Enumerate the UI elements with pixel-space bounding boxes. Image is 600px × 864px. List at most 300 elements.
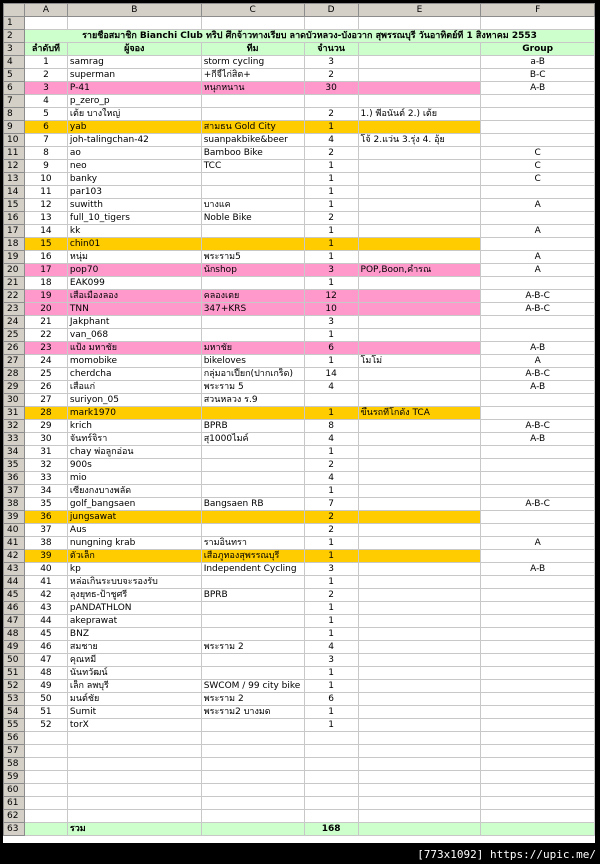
cell-booker[interactable]: เซียงกงบางพลัด [67, 485, 201, 498]
header-cell[interactable] [358, 43, 481, 56]
cell-note[interactable] [358, 511, 481, 524]
cell-order[interactable]: 41 [24, 576, 67, 589]
cell-booker[interactable]: chay พ่อลูกอ่อน [67, 446, 201, 459]
cell-booker[interactable]: ลุงยุทธ-ป้าชูศรี [67, 589, 201, 602]
row-header[interactable]: 30 [4, 394, 25, 407]
cell[interactable] [481, 745, 595, 758]
cell[interactable] [24, 823, 67, 836]
cell[interactable] [201, 732, 304, 745]
cell-group[interactable] [481, 238, 595, 251]
row-header[interactable]: 26 [4, 342, 25, 355]
cell-group[interactable] [481, 186, 595, 199]
cell-note[interactable] [358, 550, 481, 563]
cell-booker[interactable]: 900s [67, 459, 201, 472]
cell-booker[interactable]: chin01 [67, 238, 201, 251]
cell-team[interactable] [201, 238, 304, 251]
row-header[interactable]: 7 [4, 95, 25, 108]
cell-booker[interactable]: ตัวเล็ก [67, 550, 201, 563]
cell-group[interactable]: A [481, 199, 595, 212]
cell-booker[interactable]: จันทร์จิรา [67, 433, 201, 446]
cell-note[interactable] [358, 316, 481, 329]
cell-order[interactable]: 46 [24, 641, 67, 654]
cell-note[interactable] [358, 459, 481, 472]
cell-order[interactable]: 1 [24, 56, 67, 69]
row-header[interactable]: 55 [4, 719, 25, 732]
cell-group[interactable]: a-B [481, 56, 595, 69]
cell-note[interactable] [358, 706, 481, 719]
cell-order[interactable]: 21 [24, 316, 67, 329]
cell-booker[interactable]: mark1970 [67, 407, 201, 420]
cell-count[interactable]: 1 [304, 251, 358, 264]
cell-booker[interactable]: เล็ก ลพบุรี [67, 680, 201, 693]
cell-count[interactable]: 1 [304, 121, 358, 134]
cell-order[interactable]: 22 [24, 329, 67, 342]
cell-note[interactable] [358, 641, 481, 654]
cell-group[interactable] [481, 212, 595, 225]
header-cell[interactable]: Group [481, 43, 595, 56]
cell-note[interactable] [358, 420, 481, 433]
total-value[interactable]: 168 [304, 823, 358, 836]
cell[interactable] [201, 17, 304, 30]
cell-team[interactable]: รามอินทรา [201, 537, 304, 550]
cell-count[interactable]: 1 [304, 628, 358, 641]
cell-note[interactable] [358, 485, 481, 498]
cell-group[interactable]: A-B-C [481, 368, 595, 381]
cell[interactable] [481, 810, 595, 823]
cell-group[interactable] [481, 95, 595, 108]
cell[interactable] [24, 732, 67, 745]
cell-count[interactable]: 1 [304, 446, 358, 459]
cell-count[interactable]: 2 [304, 108, 358, 121]
cell-group[interactable] [481, 602, 595, 615]
cell-group[interactable] [481, 121, 595, 134]
cell-count[interactable]: 7 [304, 498, 358, 511]
cell-group[interactable] [481, 394, 595, 407]
cell-count[interactable]: 3 [304, 316, 358, 329]
cell-booker[interactable]: superman [67, 69, 201, 82]
cell[interactable] [24, 784, 67, 797]
cell-note[interactable]: โจ้ 2.แว่น 3.รุ่ง 4. อุ้ย [358, 134, 481, 147]
cell-order[interactable]: 52 [24, 719, 67, 732]
cell-group[interactable] [481, 472, 595, 485]
cell[interactable] [67, 797, 201, 810]
cell-order[interactable]: 43 [24, 602, 67, 615]
cell-count[interactable]: 1 [304, 615, 358, 628]
cell-team[interactable] [201, 602, 304, 615]
cell-group[interactable] [481, 329, 595, 342]
cell[interactable] [304, 797, 358, 810]
row-header[interactable]: 25 [4, 329, 25, 342]
cell-team[interactable] [201, 407, 304, 420]
cell-note[interactable]: โมโม่ [358, 355, 481, 368]
cell-booker[interactable]: p_zero_p [67, 95, 201, 108]
cell[interactable] [481, 758, 595, 771]
cell-group[interactable] [481, 407, 595, 420]
cell-group[interactable] [481, 654, 595, 667]
cell-order[interactable]: 18 [24, 277, 67, 290]
cell-group[interactable]: A-B [481, 381, 595, 394]
cell-note[interactable] [358, 524, 481, 537]
cell-note[interactable] [358, 394, 481, 407]
cell[interactable] [358, 732, 481, 745]
cell-order[interactable]: 51 [24, 706, 67, 719]
cell-booker[interactable]: kp [67, 563, 201, 576]
cell-team[interactable] [201, 654, 304, 667]
cell-team[interactable] [201, 485, 304, 498]
row-header[interactable]: 35 [4, 459, 25, 472]
cell-note[interactable] [358, 381, 481, 394]
cell-group[interactable] [481, 589, 595, 602]
cell[interactable] [24, 745, 67, 758]
cell-booker[interactable]: akeprawat [67, 615, 201, 628]
row-header[interactable]: 56 [4, 732, 25, 745]
cell-note[interactable]: POP,Boon,คำรณ [358, 264, 481, 277]
cell-count[interactable]: 4 [304, 381, 358, 394]
cell-note[interactable] [358, 433, 481, 446]
cell[interactable] [304, 745, 358, 758]
cell-count[interactable]: 1 [304, 186, 358, 199]
cell-note[interactable] [358, 472, 481, 485]
cell-team[interactable] [201, 472, 304, 485]
cell-group[interactable] [481, 459, 595, 472]
cell-count[interactable]: 6 [304, 342, 358, 355]
cell-note[interactable] [358, 225, 481, 238]
row-header[interactable]: 3 [4, 43, 25, 56]
row-header[interactable]: 34 [4, 446, 25, 459]
cell-group[interactable]: A [481, 225, 595, 238]
cell-note[interactable] [358, 602, 481, 615]
cell[interactable] [358, 784, 481, 797]
cell-order[interactable]: 50 [24, 693, 67, 706]
cell-note[interactable] [358, 537, 481, 550]
cell-count[interactable]: 1 [304, 225, 358, 238]
row-header[interactable]: 52 [4, 680, 25, 693]
cell-count[interactable]: 1 [304, 238, 358, 251]
cell-note[interactable] [358, 173, 481, 186]
cell-order[interactable]: 4 [24, 95, 67, 108]
cell-order[interactable]: 33 [24, 472, 67, 485]
cell-count[interactable]: 2 [304, 524, 358, 537]
cell-booker[interactable]: neo [67, 160, 201, 173]
row-header[interactable]: 50 [4, 654, 25, 667]
row-header[interactable]: 61 [4, 797, 25, 810]
cell[interactable] [358, 810, 481, 823]
cell-team[interactable] [201, 719, 304, 732]
cell-note[interactable] [358, 628, 481, 641]
cell-note[interactable] [358, 563, 481, 576]
cell-team[interactable] [201, 446, 304, 459]
cell-note[interactable] [358, 615, 481, 628]
row-header[interactable]: 57 [4, 745, 25, 758]
cell-count[interactable]: 2 [304, 511, 358, 524]
cell-count[interactable]: 1 [304, 485, 358, 498]
cell-team[interactable]: นักshop [201, 264, 304, 277]
cell-group[interactable]: A-B-C [481, 290, 595, 303]
cell-team[interactable] [201, 316, 304, 329]
cell-booker[interactable]: jungsawat [67, 511, 201, 524]
cell-team[interactable]: กลุ่มอาเปี๊ยก(ปากเกร็ด) [201, 368, 304, 381]
cell[interactable] [67, 745, 201, 758]
row-header[interactable]: 53 [4, 693, 25, 706]
header-cell[interactable]: ลำดับที่ [24, 43, 67, 56]
cell-count[interactable]: 1 [304, 550, 358, 563]
cell-count[interactable]: 4 [304, 433, 358, 446]
cell-order[interactable]: 38 [24, 537, 67, 550]
cell-team[interactable]: bikeloves [201, 355, 304, 368]
row-header[interactable]: 23 [4, 303, 25, 316]
cell-group[interactable] [481, 550, 595, 563]
row-header[interactable]: 49 [4, 641, 25, 654]
cell-booker[interactable]: แป้ง มหาชัย [67, 342, 201, 355]
row-header[interactable]: 36 [4, 472, 25, 485]
cell-group[interactable] [481, 667, 595, 680]
cell-order[interactable]: 16 [24, 251, 67, 264]
cell-order[interactable]: 25 [24, 368, 67, 381]
cell-count[interactable]: 12 [304, 290, 358, 303]
row-header[interactable]: 20 [4, 264, 25, 277]
cell-booker[interactable]: หล่อเกินระบบจะรองรับ [67, 576, 201, 589]
cell-group[interactable] [481, 446, 595, 459]
column-header-e[interactable]: E [358, 4, 481, 17]
cell-order[interactable]: 45 [24, 628, 67, 641]
cell-count[interactable]: 4 [304, 134, 358, 147]
row-header[interactable]: 29 [4, 381, 25, 394]
header-cell[interactable]: ผู้จอง [67, 43, 201, 56]
cell-order[interactable]: 19 [24, 290, 67, 303]
cell-group[interactable] [481, 641, 595, 654]
cell-team[interactable] [201, 95, 304, 108]
cell-team[interactable]: SWCOM / 99 city bike [201, 680, 304, 693]
cell-booker[interactable]: เต้ย บางใหญ่ [67, 108, 201, 121]
row-header[interactable]: 16 [4, 212, 25, 225]
row-header[interactable]: 21 [4, 277, 25, 290]
cell-group[interactable] [481, 693, 595, 706]
cell-note[interactable]: ขึ้นรถที่โกดัง TCA [358, 407, 481, 420]
cell-team[interactable] [201, 277, 304, 290]
cell[interactable] [201, 784, 304, 797]
cell-booker[interactable]: EAK099 [67, 277, 201, 290]
row-header[interactable]: 37 [4, 485, 25, 498]
cell-team[interactable] [201, 329, 304, 342]
row-header[interactable]: 22 [4, 290, 25, 303]
cell-team[interactable] [201, 524, 304, 537]
cell-group[interactable] [481, 277, 595, 290]
cell[interactable] [67, 771, 201, 784]
cell-team[interactable]: BPRB [201, 420, 304, 433]
row-header[interactable]: 19 [4, 251, 25, 264]
row-header[interactable]: 41 [4, 537, 25, 550]
row-header[interactable]: 51 [4, 667, 25, 680]
row-header[interactable]: 31 [4, 407, 25, 420]
cell-group[interactable] [481, 134, 595, 147]
cell[interactable] [24, 758, 67, 771]
cell-count[interactable]: 1 [304, 719, 358, 732]
cell[interactable] [201, 771, 304, 784]
cell-booker[interactable]: หนุ่ม [67, 251, 201, 264]
cell-team[interactable]: Bamboo Bike [201, 147, 304, 160]
row-header[interactable]: 60 [4, 784, 25, 797]
cell[interactable] [67, 758, 201, 771]
cell-note[interactable] [358, 186, 481, 199]
cell-note[interactable] [358, 212, 481, 225]
cell-order[interactable]: 26 [24, 381, 67, 394]
cell-booker[interactable]: P-41 [67, 82, 201, 95]
cell-count[interactable]: 1 [304, 537, 358, 550]
cell[interactable] [358, 823, 481, 836]
column-header-f[interactable]: F [481, 4, 595, 17]
row-header[interactable]: 28 [4, 368, 25, 381]
cell-count[interactable]: 1 [304, 407, 358, 420]
row-header[interactable]: 8 [4, 108, 25, 121]
cell-count[interactable]: 1 [304, 667, 358, 680]
cell-booker[interactable]: momobike [67, 355, 201, 368]
cell-count[interactable]: 1 [304, 277, 358, 290]
cell-note[interactable] [358, 290, 481, 303]
cell-count[interactable]: 1 [304, 199, 358, 212]
cell-booker[interactable]: เสือเมืองลอง [67, 290, 201, 303]
cell-count[interactable]: 4 [304, 641, 358, 654]
cell-booker[interactable]: kk [67, 225, 201, 238]
cell-count[interactable]: 2 [304, 459, 358, 472]
cell-team[interactable] [201, 225, 304, 238]
cell-note[interactable] [358, 199, 481, 212]
cell-booker[interactable]: suwitth [67, 199, 201, 212]
cell-booker[interactable]: ao [67, 147, 201, 160]
cell[interactable] [481, 823, 595, 836]
cell-group[interactable] [481, 615, 595, 628]
cell-order[interactable]: 31 [24, 446, 67, 459]
cell-booker[interactable]: nungning krab [67, 537, 201, 550]
cell-team[interactable]: สุ1000ไมค์ [201, 433, 304, 446]
cell[interactable] [481, 17, 595, 30]
cell-count[interactable]: 1 [304, 329, 358, 342]
row-header[interactable]: 47 [4, 615, 25, 628]
cell-order[interactable]: 39 [24, 550, 67, 563]
cell-note[interactable] [358, 576, 481, 589]
cell[interactable] [481, 732, 595, 745]
cell-order[interactable]: 49 [24, 680, 67, 693]
cell-booker[interactable]: joh-talingchan-42 [67, 134, 201, 147]
row-header[interactable]: 2 [4, 30, 25, 43]
row-header[interactable]: 17 [4, 225, 25, 238]
cell-order[interactable]: 37 [24, 524, 67, 537]
cell-group[interactable]: A-B [481, 82, 595, 95]
cell-booker[interactable]: mio [67, 472, 201, 485]
cell-team[interactable]: Bangsaen RB [201, 498, 304, 511]
row-header[interactable]: 62 [4, 810, 25, 823]
row-header[interactable]: 12 [4, 160, 25, 173]
cell-order[interactable]: 6 [24, 121, 67, 134]
cell[interactable] [304, 784, 358, 797]
cell-team[interactable] [201, 576, 304, 589]
cell-note[interactable] [358, 498, 481, 511]
cell-group[interactable]: C [481, 173, 595, 186]
cell-booker[interactable]: full_10_tigers [67, 212, 201, 225]
cell-team[interactable]: suanpakbike&beer [201, 134, 304, 147]
row-header[interactable]: 10 [4, 134, 25, 147]
row-header[interactable]: 38 [4, 498, 25, 511]
cell-order[interactable]: 12 [24, 199, 67, 212]
cell-count[interactable]: 1 [304, 680, 358, 693]
cell-note[interactable] [358, 368, 481, 381]
cell-note[interactable] [358, 160, 481, 173]
cell[interactable] [358, 17, 481, 30]
cell-order[interactable]: 17 [24, 264, 67, 277]
cell[interactable] [201, 810, 304, 823]
cell-count[interactable]: 2 [304, 147, 358, 160]
cell-booker[interactable]: golf_bangsaen [67, 498, 201, 511]
cell-group[interactable]: A-B-C [481, 498, 595, 511]
cell[interactable] [304, 771, 358, 784]
cell-group[interactable] [481, 628, 595, 641]
column-header-c[interactable]: C [201, 4, 304, 17]
cell[interactable] [304, 17, 358, 30]
cell-count[interactable]: 1 [304, 602, 358, 615]
header-cell[interactable]: จำนวน [304, 43, 358, 56]
cell[interactable] [24, 797, 67, 810]
cell-count[interactable]: 3 [304, 56, 358, 69]
cell-note[interactable] [358, 589, 481, 602]
cell-group[interactable]: A [481, 264, 595, 277]
row-header[interactable]: 13 [4, 173, 25, 186]
cell-note[interactable] [358, 121, 481, 134]
cell-group[interactable]: A [481, 537, 595, 550]
row-header[interactable]: 14 [4, 186, 25, 199]
column-header-a[interactable]: A [24, 4, 67, 17]
cell-count[interactable] [304, 394, 358, 407]
cell-team[interactable] [201, 667, 304, 680]
cell-order[interactable]: 5 [24, 108, 67, 121]
cell-team[interactable]: storm cycling [201, 56, 304, 69]
cell-order[interactable]: 47 [24, 654, 67, 667]
cell-booker[interactable]: มนต์ชัย [67, 693, 201, 706]
cell-team[interactable]: พระราม 2 [201, 641, 304, 654]
cell-order[interactable]: 32 [24, 459, 67, 472]
cell-order[interactable]: 34 [24, 485, 67, 498]
cell-note[interactable] [358, 238, 481, 251]
cell[interactable] [481, 771, 595, 784]
cell-group[interactable]: B-C [481, 69, 595, 82]
cell[interactable] [304, 732, 358, 745]
row-header[interactable]: 1 [4, 17, 25, 30]
cell-group[interactable] [481, 524, 595, 537]
cell-team[interactable] [201, 615, 304, 628]
cell-order[interactable]: 15 [24, 238, 67, 251]
cell-note[interactable] [358, 693, 481, 706]
row-header[interactable]: 43 [4, 563, 25, 576]
cell-booker[interactable]: banky [67, 173, 201, 186]
cell[interactable] [24, 810, 67, 823]
cell-team[interactable]: BPRB [201, 589, 304, 602]
cell-note[interactable] [358, 446, 481, 459]
row-header[interactable]: 27 [4, 355, 25, 368]
cell-note[interactable] [358, 251, 481, 264]
cell-order[interactable]: 11 [24, 186, 67, 199]
cell[interactable] [201, 797, 304, 810]
cell-note[interactable] [358, 147, 481, 160]
cell-note[interactable] [358, 329, 481, 342]
cell[interactable] [481, 784, 595, 797]
row-header[interactable]: 15 [4, 199, 25, 212]
cell-team[interactable]: Independent Cycling [201, 563, 304, 576]
cell-order[interactable]: 24 [24, 355, 67, 368]
cell-group[interactable] [481, 719, 595, 732]
cell-team[interactable]: เสือภูทองสุพรรณบุรี [201, 550, 304, 563]
cell[interactable] [201, 745, 304, 758]
cell-count[interactable]: 30 [304, 82, 358, 95]
cell-booker[interactable]: van_068 [67, 329, 201, 342]
cell-note[interactable] [358, 277, 481, 290]
